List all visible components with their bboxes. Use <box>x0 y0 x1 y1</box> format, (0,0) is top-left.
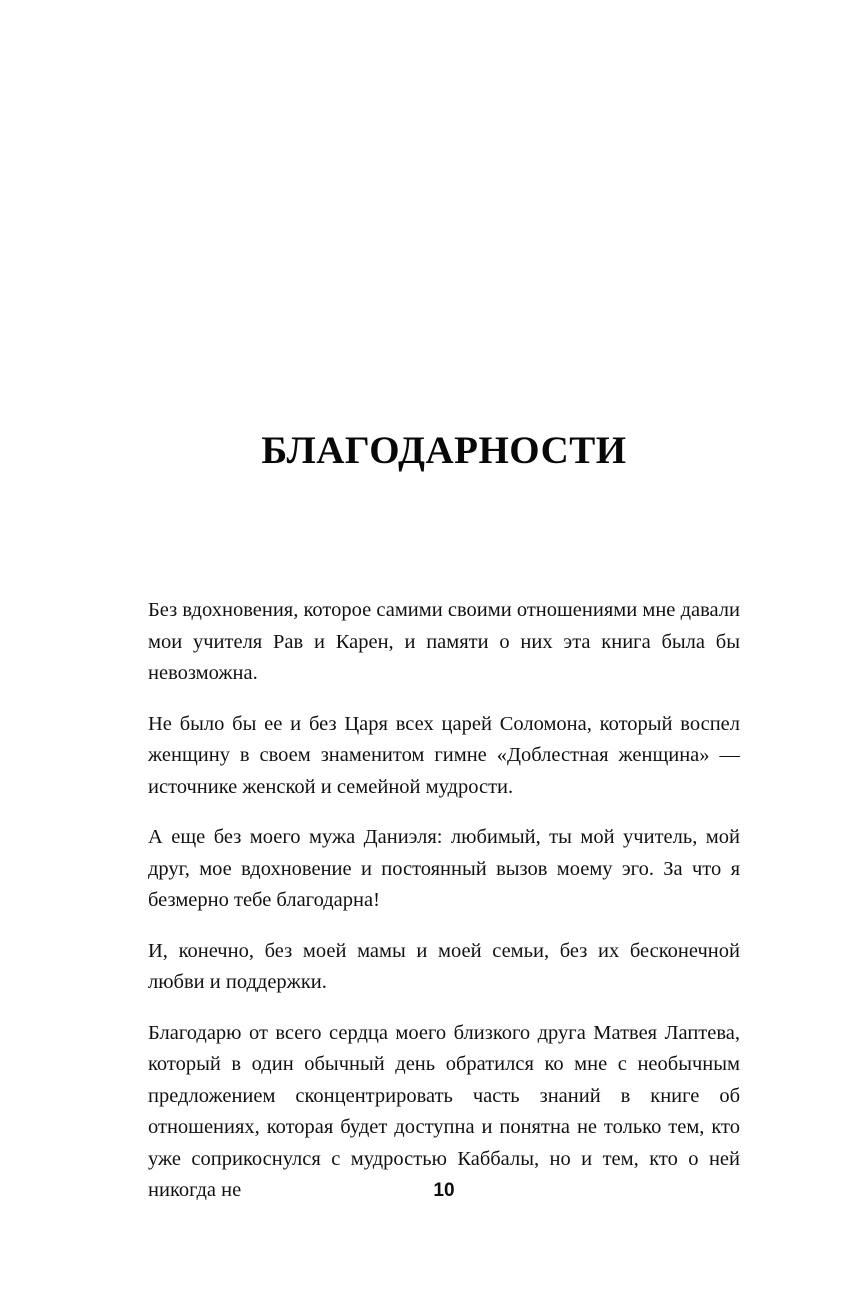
paragraph: А еще без моего мужа Даниэля: любимый, ты мой учитель, мой друг, мое вдохновение и постоянный вызов моему эго. За что я безмерно тебе благодарна! <box>148 826 740 911</box>
paragraph: Без вдохновения, которое самими своими отношениями мне давали мои учителя Рав и Карен, и памяти о них эта книга была бы невозможна. <box>148 599 740 684</box>
page-content <box>148 0 740 1311</box>
body-text <box>148 595 740 1207</box>
paragraph: И, конечно, без моей мамы и моей семьи, без их бесконечной любви и поддержки. <box>148 939 740 993</box>
paragraph: Не было бы ее и без Царя всех царей Соломона, который воспел женщину в своем знаменитом гимне «Доблестная женщина» — источнике женской и семейной мудрости. <box>148 712 740 798</box>
page-number: 10 <box>433 1180 455 1201</box>
paragraph: Благодарю от всего сердца моего близкого друга Матвея Лаптева, который в один обычный день обратился ко мне с необычным предложением сконцентрировать часть знаний в книге об отношениях, которая будет доступна и понятна не только тем, кто уже соприкоснулся с мудростью Каббалы, но и тем, кто о ней никогда не <box>148 1021 740 1201</box>
chapter-title: БЛАГОДАРНОСТИ <box>261 429 627 473</box>
